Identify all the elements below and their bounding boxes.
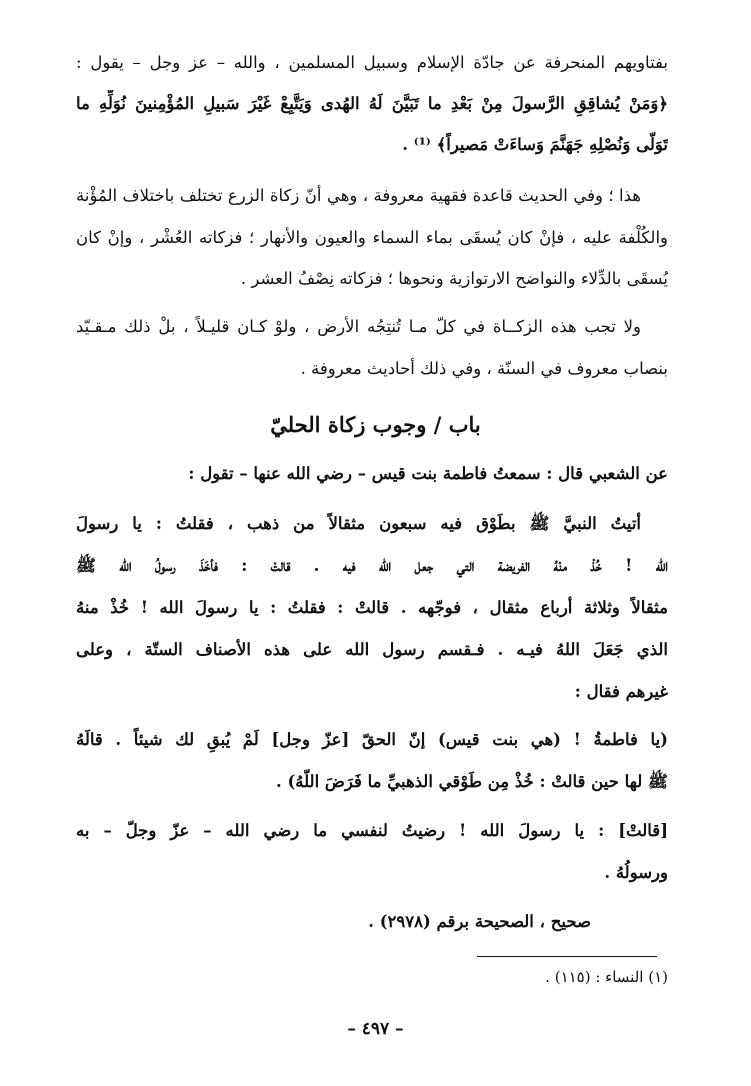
hadith-line: ﷺ لها حين قالتْ : خُذْ مِن طَوْقي الذهبيِّ ما فَرَضَ اللّهُ) . — [275, 772, 668, 791]
hadith-grade: صحيح ، الصحيحة برقم (٢٩٧٨) . — [368, 912, 591, 931]
hadith-line: غيرهم فقال : — [574, 682, 668, 701]
hadith-line: ورسولُهُ . — [604, 863, 668, 882]
hadith-intro: عن الشعبي قال : سمعتُ فاطمة بنت قيس – رضي الله عنها – تقول : — [188, 464, 668, 483]
text-line: والكُلْفة عليه ، فإنْ كان يُسقَى بماء السماء والعيون والأنهار ؛ فزكاته العُشْر ، وإنْ كان — [76, 228, 668, 247]
text-line: هذا ؛ وفي الحديث قاعدة فقهية معروفة ، وهي أنّ زكاة الزرع تختلف باختلاف المُؤْنة — [76, 186, 641, 205]
page-number: – ٤٩٧ – — [347, 1019, 404, 1039]
footnote: (١) النساء : (١١٥) . — [545, 968, 668, 986]
section-heading: باب / وجوب زكاة الحليّ — [270, 412, 481, 437]
hadith-line: مثقالاً وثلاثة أرباع مثقال ، فوجّهه . قالتْ : فقلتُ : يا رسولَ الله ! خُذْ منهُ — [76, 598, 668, 617]
footnote-separator — [477, 956, 657, 957]
hadith-line: الذي جَعَلَ اللهُ فيـه . فـقسم رسول الله على هذه الأصناف الستّة ، وعلى — [76, 640, 668, 659]
quran-verse-line: تَوَلّى وَنُصْلِهِ جَهَنَّمَ وَساءَتْ مَصيراً﴾ ⁽¹⁾ . — [402, 135, 668, 154]
text-line: ولا تجب هذه الزكــاة في كلّ مـا تُنتِجُه الأرض ، ولوْ كـان قليـلاً ، بلْ ذلك مـقـيّد — [76, 317, 641, 336]
quran-verse-line: ﴿وَمَنْ يُشاقِقِ الرَّسولَ مِنْ بَعْدِ ما تَبَيَّنَ لَهُ الهُدى وَيَتَّبِعْ غَيْرَ سَبيلِ المُؤْمِنينَ نُوَلِّهِ ما — [76, 94, 668, 113]
hadith-line: [قالتْ] : يا رسولَ الله ! رضيتُ لنفسي ما رضي الله – عزّ وجلّ – به — [76, 821, 668, 840]
text-line: بفتاويهم المنحرفة عن جادّة الإسلام وسبيل المسلمين ، والله – عز وجل – يقول : — [76, 53, 668, 72]
text-line: بنصاب معروف في السنّة ، وفي ذلك أحاديث معروفة . — [300, 359, 668, 378]
hadith-line: الله ! خُذْ منْهُ الفريضة التي جعل الله فيه . قالتْ : فأخَذَ رسولُ الله ﷺ — [76, 556, 668, 575]
hadith-line: أتيتُ النبيَّ ﷺ بطَوْق فيه سبعون مثقالاً من ذهب ، فقلتُ : يا رسولَ — [76, 514, 641, 533]
text-line: يُسقَى بالدِّلاء والنواضح الارتوازية ونحوها ؛ فزكاته نِصْفُ العشر . — [240, 269, 668, 288]
hadith-line: (يا فاطمةُ ! (هي بنت قيس) إنّ الحقّ [عزّ وجل] لَمْ يُبقِ لك شيئاً . قالَهُ — [76, 730, 668, 749]
